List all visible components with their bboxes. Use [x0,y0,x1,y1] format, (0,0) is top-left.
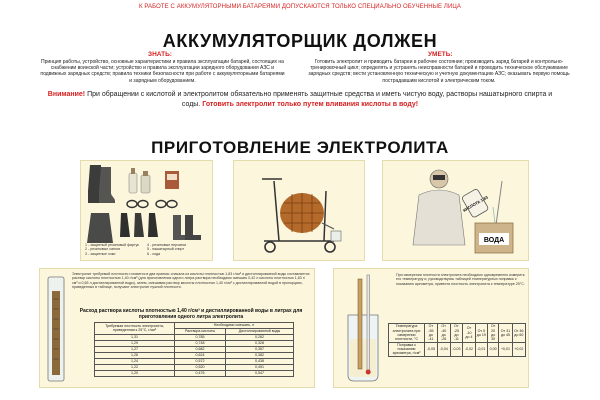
table-row: Поправка к показанию ареометра, г/см³ -0,05 -0,04 -0,03 -0,02 -0,01 0,00 +0,01 +0,02 [389,342,526,356]
mixing-intro: Электролит требуемой плотности готовится в два приема: сначала из кислоты плотностью 1,83 г/см³ и дистиллированной воды составляется раствор кислоты плотностью 1,40 г/см³ (для приготовления одного литра раствора необходимо смешать 0,42 л кислоты плотностью 1,83 г/см³ и 0,65 л дистиллированной воды), затем, смешивая раствор кислоты плотностью 1,40 г/см³ с дистиллированной водой в пропорциях, приведенных в таблице, получают электролит нужной плотности. [72,272,310,289]
worker-body-icon [413,190,465,245]
attention-note [40,90,560,110]
thermometer-icon [367,275,370,371]
caption-item: 5 - нашатырный спирт [147,247,185,252]
equipment-captions-2 [147,243,209,256]
col-density-header: Требуемая плотность электролита, приведенная к 25°С, г/см³ [95,323,175,335]
carboy-panel [233,160,365,261]
hydrometer-icon [52,291,60,375]
wheel-icon [265,242,275,252]
glove-icon [134,213,144,237]
row-label: Поправка к показанию ареометра, г/см³ [389,342,425,356]
pouring-illustration [383,161,530,262]
attention-text: При обращении с кислотой и электролитом обязательно применять защитные средства и иметь чистую воду, растворы нашатырного спирта и соды. [85,91,553,108]
table-row: 1,27 0,682 0,357 [95,346,294,352]
equipment-panel [80,160,213,261]
boot-icon [99,167,115,203]
correction-panel [333,268,529,388]
row-label: Температура электролита при измерении плотности, °С [389,324,425,343]
table-row: Температура электролита при измерении плотности, °С От -55 до -41 От -40 до -26 От -25 до -11 От -10 до 4 От 5 до 19 От 20 до 30 От 31 до 45 От 46 до 60 [389,324,526,343]
safety-warning: К РАБОТЕ С АККУМУЛЯТОРНЫМИ БАТАРЕЯМИ ДОПУСКАЮТСЯ ТОЛЬКО СПЕЦИАЛЬНО ОБУЧЕННЫЕ ЛИЦА [138,4,462,10]
water-box-label: ВОДА [483,237,505,244]
carboy-cart-illustration [234,161,366,262]
caption-item: 1 - защитный резиновый фартук [85,243,140,247]
pouring-panel [382,160,529,261]
mixing-table-panel [39,268,315,388]
attention-label: Внимание! [47,91,86,98]
glass-icon [331,231,341,241]
know-heading: ЗНАТЬ: [148,51,172,58]
able-heading: УМЕТЬ: [428,51,453,58]
col-water-header: Дистиллированной воды [225,328,293,334]
col-acid-header: Раствора кислоты [175,328,226,334]
goggles-icon [433,175,445,180]
section-title: ПРИГОТОВЛЕНИЕ ЭЛЕКТРОЛИТА [151,138,449,157]
table-row: 1,29 0,748 0,328 [95,340,294,346]
bottle-cap-icon [131,168,135,174]
correction-table [388,323,526,357]
apron-icon [87,213,113,243]
goggles-icon [127,201,137,208]
acid-bottle-label: КИСЛОТА 1,83 [462,194,489,213]
table-row: 1,22 0,520 0,491 [95,364,294,370]
bottle-icon [141,175,150,193]
mixing-table [94,322,294,377]
glove-icon [148,213,158,237]
goggles-icon [156,201,166,208]
hydrometer-icon [358,279,362,369]
bottle-cap-icon [143,171,148,176]
correction-intro: При измерении плотности электролита необходимо одновременно измерить его температуру и, руководствуясь таблицей температурных поправок к показанию ареометра, привести плотность электролита к температуре 25°С. [396,273,525,286]
table-row: 1,24 0,572 0,438 [95,358,294,364]
mixing-table-heading: Расход раствора кислоты плотностью 1,40 г/см³ и дистиллированной воды в литрах для приготовления одного литра электролита [79,308,303,320]
wheel-icon [325,242,335,252]
bottle-icon [129,173,137,193]
equipment-captions [85,243,145,256]
attention-red-text: Готовить электролит только путем вливания кислоты в воду! [202,101,419,108]
col-group-header: Необходимо смешать, л [175,323,294,329]
boot-icon [185,215,201,240]
page-title: АККУМУЛЯТОРЩИК ДОЛЖЕН [162,31,438,51]
caption-item: 3 - защитные очки [85,251,116,256]
caption-item: 6 - сода [147,251,161,256]
able-text: Готовить электролит и приводить батареи в рабочее состояние; производить заряд батарей и контрольно-тренировочный цикл; определять и устранять неисправности батарей и проводить техническое обслуживание зарядных средств; вести установленную техническую и учетную документацию АЗС; оказывать первую помощь пострадавшим кислотой и электрическим током. [308,59,570,84]
glove-icon [120,213,130,237]
table-row: 1,31 0,785 0,262 [95,334,294,340]
know-text: Принцип работы, устройство, основные характеристики и правила эксплуатации батарей, состоящих на снабжении воинской части; устройство и правила эксплуатации зарядного оборудования АЗС и подвижных зарядных средств; правила техники безопасности при работе с аккумуляторными батареями и зарядным оборудованием. [40,59,285,84]
caption-item: 4 - резиновые перчатки [147,243,187,247]
caption-item: 2 - резиновые сапоги [85,247,121,252]
table-row: 1,20 0,476 0,547 [95,370,294,376]
table-row: 1,26 0,624 0,382 [95,352,294,358]
